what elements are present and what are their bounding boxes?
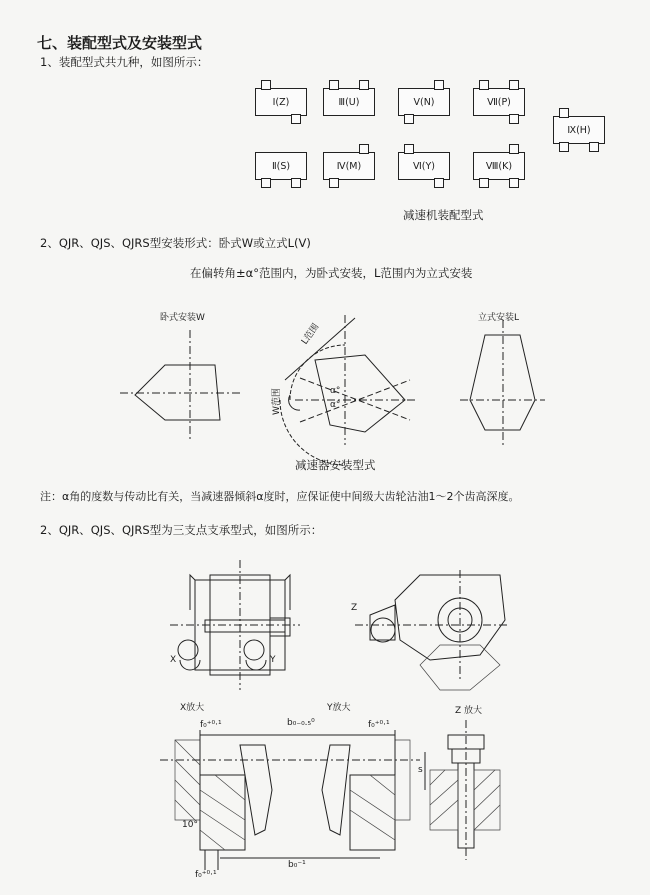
label-w-range: W范围 [271, 388, 282, 415]
assembly-type-2: Ⅱ(S) [255, 152, 307, 180]
detail-x-label: X放大 [180, 703, 205, 713]
item-1-text: 1、装配型式共九种，如图所示： [40, 55, 209, 69]
assembly-type-8: Ⅷ(K) [473, 152, 525, 180]
detail-z-label: Z 放大 [455, 706, 483, 716]
mount-note: 在偏转角±α°范围内，为卧式安装，L范围内为立式安装 [190, 266, 473, 280]
assembly-caption: 减速机装配型式 [403, 208, 484, 222]
dim-f0-left: f₀⁺⁰·¹ [200, 720, 222, 730]
item-2-text: 2、QJR、QJS、QJRS型安装形式：卧式W或立式L(V) [40, 236, 311, 250]
mark-y: Y [270, 655, 276, 665]
mark-x: X [170, 655, 177, 665]
label-alpha-2: α° [330, 400, 341, 410]
mount-caption: 减速器安装型式 [295, 458, 376, 472]
label-l-range: L范围 [300, 322, 322, 347]
assembly-type-7: Ⅶ(P) [473, 88, 525, 116]
dim-angle: 10° [182, 820, 198, 830]
assembly-type-3: Ⅲ(U) [323, 88, 375, 116]
assembly-type-4: Ⅳ(M) [323, 152, 375, 180]
item-3-text: 2、QJR、QJS、QJRS型为三支点支承型式，如图所示： [40, 523, 323, 537]
assembly-type-5: Ⅴ(N) [398, 88, 450, 116]
dim-bottom-left: f₀⁺⁰·¹ [195, 870, 217, 880]
dim-s: s [418, 765, 423, 775]
mark-z: Z [351, 603, 358, 613]
label-vertical-mount: 立式安装L [478, 313, 520, 323]
dim-bottom-b: b₀⁻¹ [288, 860, 306, 870]
assembly-type-9: Ⅸ(H) [553, 116, 605, 144]
dim-b: b₀₋₀.₅⁰ [287, 718, 315, 728]
detail-y-label: Y放大 [327, 703, 351, 713]
assembly-type-6: Ⅵ(Y) [398, 152, 450, 180]
section-title: 七、装配型式及安装型式 [37, 34, 203, 52]
assembly-type-1: Ⅰ(Z) [255, 88, 307, 116]
label-alpha-1: α° [330, 386, 341, 396]
dim-f0-right: f₀⁺⁰·¹ [368, 720, 390, 730]
label-horizontal-mount: 卧式安装W [160, 313, 205, 323]
note-text: 注：α角的度数与传动比有关，当减速器倾斜α度时，应保证使中间级大齿轮沾油1～2个齿高深度。 [40, 490, 520, 503]
